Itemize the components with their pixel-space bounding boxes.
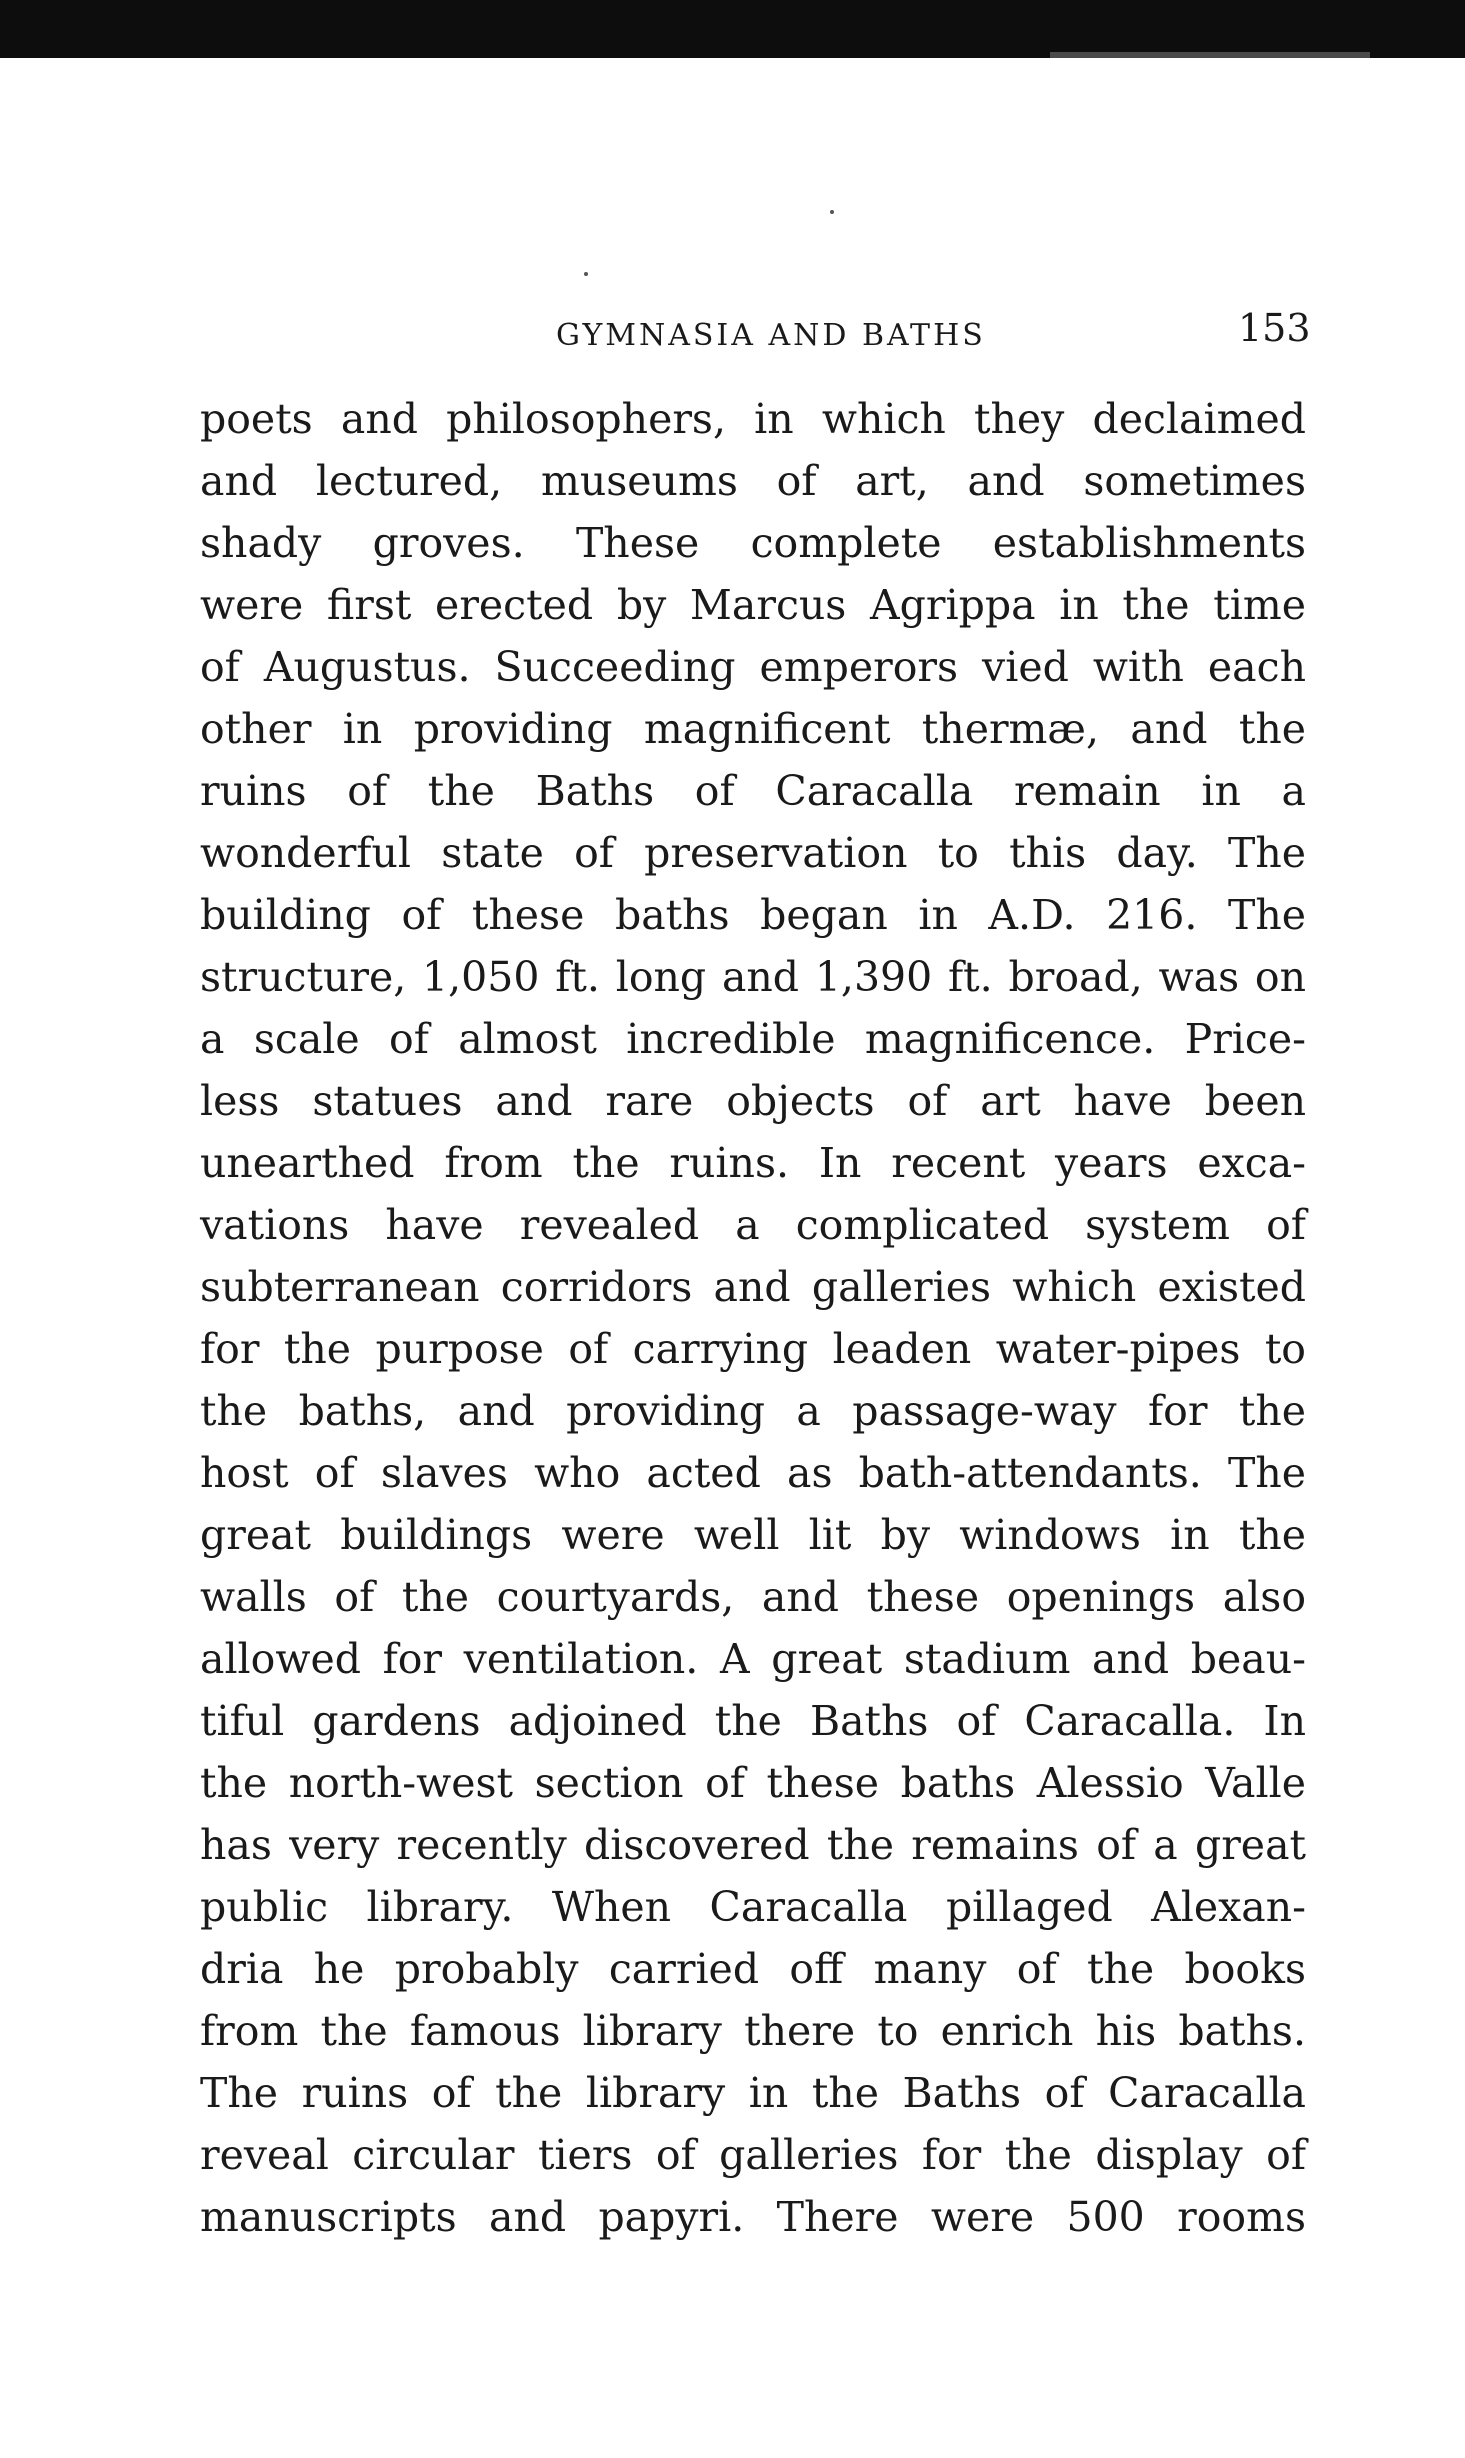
text-line: building of these baths began in A.D. 216. The bbox=[200, 891, 1306, 939]
text-line: great buildings were well lit by windows in the bbox=[200, 1511, 1306, 1559]
page-number: 153 bbox=[1238, 306, 1311, 350]
text-line: structure, 1,050 ft. long and 1,390 ft. broad, was on bbox=[200, 953, 1306, 1001]
text-line: has very recently discovered the remains of a great bbox=[200, 1821, 1306, 1869]
text-line: wonderful state of preservation to this day. The bbox=[200, 829, 1306, 877]
text-line: less statues and rare objects of art have been bbox=[200, 1077, 1306, 1125]
text-line: and lectured, museums of art, and sometimes bbox=[200, 457, 1306, 505]
text-line: unearthed from the ruins. In recent years exca- bbox=[200, 1139, 1306, 1187]
text-line: manuscripts and papyri. There were 500 rooms bbox=[200, 2193, 1306, 2241]
text-line: The ruins of the library in the Baths of Caracalla bbox=[200, 2069, 1306, 2117]
text-line: vations have revealed a complicated system of bbox=[200, 1201, 1306, 1249]
text-line: of Augustus. Succeeding emperors vied with each bbox=[200, 643, 1306, 691]
text-line: tiful gardens adjoined the Baths of Caracalla. In bbox=[200, 1697, 1306, 1745]
text-line: from the famous library there to enrich his baths. bbox=[200, 2007, 1306, 2055]
scan-speck bbox=[584, 272, 588, 276]
text-line: allowed for ventilation. A great stadium and beau- bbox=[200, 1635, 1306, 1683]
text-line: dria he probably carried off many of the books bbox=[200, 1945, 1306, 1993]
text-line: subterranean corridors and galleries which existed bbox=[200, 1263, 1306, 1311]
scan-top-border bbox=[0, 0, 1465, 58]
scan-border-edge bbox=[1050, 52, 1370, 58]
text-line: other in providing magnificent thermæ, and the bbox=[200, 705, 1306, 753]
text-line: were first erected by Marcus Agrippa in the time bbox=[200, 581, 1306, 629]
text-line: for the purpose of carrying leaden water-pipes to bbox=[200, 1325, 1306, 1373]
text-line: the baths, and providing a passage-way for the bbox=[200, 1387, 1306, 1435]
scan-speck bbox=[830, 210, 834, 214]
text-line: walls of the courtyards, and these openings also bbox=[200, 1573, 1306, 1621]
text-line: a scale of almost incredible magnificence. Price- bbox=[200, 1015, 1306, 1063]
body-paragraph bbox=[200, 388, 1306, 2248]
text-line: the north-west section of these baths Alessio Valle bbox=[200, 1759, 1306, 1807]
text-line: public library. When Caracalla pillaged Alexan- bbox=[200, 1883, 1306, 1931]
running-head: GYMNASIA AND BATHS bbox=[556, 318, 986, 353]
text-line: poets and philosophers, in which they declaimed bbox=[200, 395, 1306, 443]
text-line: reveal circular tiers of galleries for the display of bbox=[200, 2131, 1306, 2179]
text-line: ruins of the Baths of Caracalla remain in a bbox=[200, 767, 1306, 815]
text-line: host of slaves who acted as bath-attendants. The bbox=[200, 1449, 1306, 1497]
text-line: shady groves. These complete establishments bbox=[200, 519, 1306, 567]
